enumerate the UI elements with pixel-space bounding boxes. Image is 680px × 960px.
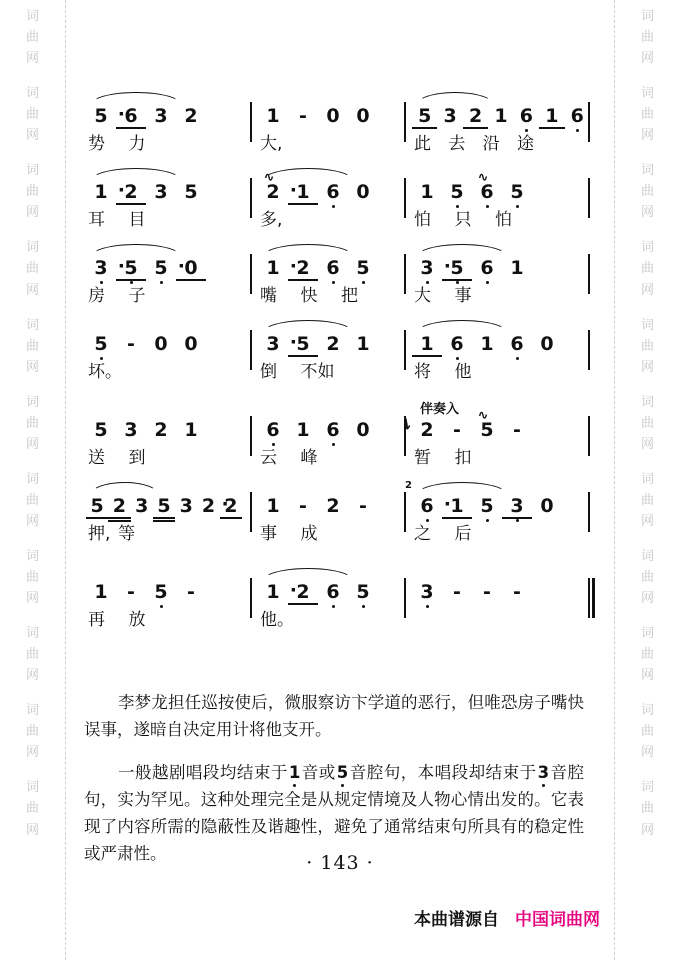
note-number: 6 [502,334,532,354]
mordent-icon: ∿ [478,170,488,184]
score-measure [412,172,602,248]
watermark-mark: 词 曲 网 [640,9,654,67]
rest-note: 0 [356,419,370,441]
note-group [412,258,532,278]
accompaniment-cue: 伴奏入 [420,402,460,417]
barline [250,178,252,218]
note-number: 1 [442,496,472,516]
lyric-syllable: 力 [128,134,146,154]
watermark-mark: 词 曲 网 [25,394,39,452]
score-measure [86,486,254,562]
note-number: 2 [288,582,318,602]
note-number: 6 [472,258,502,278]
lyric-syllable: 成 [300,524,318,544]
note-number: 1 [510,257,524,279]
note-number: 5 [146,582,176,602]
watermark-mark: 词 曲 网 [25,317,39,375]
lyric-syllable: 事 [454,286,472,306]
note-number: 1 [288,182,318,202]
lyric-syllable: 等 [118,524,136,544]
note-number: 5 [502,182,532,202]
score-measure [86,172,254,248]
score-system [86,572,594,648]
note-number: 1 [412,334,442,354]
lyric-syllable: 快 [300,286,318,306]
lyric-syllable: 到 [128,448,146,468]
lyric-syllable: 暂 [414,448,431,468]
rest-note: 0 [176,258,206,278]
watermark-mark: 词 曲 网 [640,703,654,761]
analysis-text-2: 音或 [301,762,336,782]
barline [404,330,406,370]
final-barline [588,578,590,618]
watermark-mark: 词 曲 网 [25,9,39,67]
lyric-syllable: 多, [260,210,283,230]
lyric-syllable: 房 [88,286,105,306]
note-group [412,334,562,354]
barline [588,254,590,294]
watermark-mark: 词 曲 网 [640,394,654,452]
watermark-mark: 词 曲 网 [25,703,39,761]
note-group [86,496,242,516]
note-number: 5 [86,496,108,516]
watermark-mark: 词 曲 网 [25,240,39,298]
note-number: 5 [288,334,318,354]
lyric-syllable: 云 [260,448,277,468]
note-number: 5 [348,258,378,278]
lyric-syllable: 放 [128,610,146,630]
lyric-syllable: 他 [454,362,472,382]
barline [404,178,406,218]
footer-site-name[interactable]: 中国词曲网 [515,910,600,930]
note-number: 5 [348,582,378,602]
barline [404,254,406,294]
sustain-dash: - [299,105,307,127]
watermark-mark: 词 曲 网 [640,163,654,221]
lyric-syllable: 大, [260,134,283,154]
note-number: 1 · [258,258,288,278]
note-number: 2 [326,333,340,355]
lyric-syllable: 势 [88,134,105,154]
score-measure [258,96,408,172]
analysis-text-4: 音腔句，实为罕见。这种处理完全是从规定情境及人物心情出发的。它表现了内容所需的隐蔽性及谐趣性，避免了通常结束句所具有的稳定性或严肃性。 [84,762,585,863]
note-number: 1 [539,106,564,126]
watermark-mark: 词 曲 网 [25,163,39,221]
lyric-syllable: 沿 [482,134,500,154]
score-system [86,96,594,172]
note-number: 3 · [412,258,442,278]
note-number: 2 [326,495,340,517]
note-group [258,106,378,126]
note-group [412,106,590,126]
note-group [258,420,378,440]
paragraph-synopsis: 李梦龙担任巡按使后，微服察访卞学道的恶行，但唯恐房子嘴快误事，遂暗自决定用计将他支开。 [84,692,584,739]
score-measure [405,480,602,562]
note-group [86,182,206,202]
note-number: 6 [318,258,348,278]
watermark-mark: 词 曲 网 [640,471,654,529]
page-content [66,0,614,960]
lyric-syllable: 将 [414,362,431,382]
note-group [86,420,206,440]
score-system [86,248,594,324]
lyric-syllable: 去 [448,134,466,154]
score-measure [258,248,408,324]
barline [250,492,252,532]
note-number: 6 [116,106,146,126]
page-number: · 143 · [306,852,374,874]
note-group [412,170,532,203]
note-group [258,334,378,354]
barline [250,102,252,142]
note-number: 3 · [258,334,288,354]
note-number: 5 · [146,258,176,278]
lyric-syllable: 怕 [414,210,431,230]
mordent-icon: ∿ [264,170,274,184]
score-measure [86,410,254,486]
note-number: 5 [94,419,108,441]
lyric-syllable: 不如 [300,362,335,382]
note-number: 2 [116,182,146,202]
slur-arc [90,92,182,105]
sustain-dash: - [483,581,491,603]
note-number: 6 [565,106,590,126]
lyric-syllable: 只 [454,210,472,230]
sustain-dash: - [513,419,521,441]
note-number: 2 [154,419,168,441]
cue-arrow-icon: ↘ [395,413,417,435]
lyric-syllable: 耳 [88,210,105,230]
note-number: 1 [266,105,280,127]
paragraph-analysis [84,759,584,867]
note-number: 2 ↘ [395,413,434,441]
note-number: 6 [514,106,539,126]
watermark-mark: 词 曲 网 [25,86,39,144]
mordent-icon: ∿ [478,408,488,422]
lyric-syllable: 倒 [260,362,277,382]
note-number: 5 [472,496,502,516]
footer-attribution [414,905,600,930]
rest-note: 0 [540,333,554,355]
score-measure [258,572,408,648]
barline [250,578,252,618]
sustain-dash: - [127,581,135,603]
note-number: 3 [135,495,149,517]
score-measure [412,248,602,324]
score-measure [86,96,254,172]
sustain-dash: - [453,419,461,441]
barline [250,254,252,294]
rest-note: 0 [356,105,370,127]
slur-arc [416,92,494,105]
barline [404,578,406,618]
sustain-dash: - [187,581,195,603]
note-number: 6 [318,582,348,602]
barline [404,492,406,532]
rest-note: 0 [154,333,168,355]
watermark-mark: 词 曲 网 [640,626,654,684]
note-number: 6 2 · [412,496,442,516]
note-number: 1 [184,419,198,441]
score-system [86,480,594,572]
sustain-dash: - [359,495,367,517]
note-number: 3 · [86,258,116,278]
jianpu-score [86,96,594,648]
grace-note: 2 [405,480,412,491]
rest-note: 0 [356,181,370,203]
analysis-text-1: 一般越剧唱段均结束于 [118,762,288,782]
note-group [405,480,562,517]
note-number: 2 [463,106,488,126]
note-group [258,258,378,278]
lyric-syllable: 后 [454,524,472,544]
barline [588,416,590,456]
barline [588,102,590,142]
lyric-syllable: 坏。 [88,362,122,382]
note-number: 2 [108,496,130,516]
score-measure [86,248,254,324]
commentary-section [84,672,584,869]
note-number: 5 [442,258,472,278]
lyric-syllable: 把 [341,286,358,306]
note-number: 2 ∿ · [258,182,288,202]
note-number: 6 [258,420,288,440]
lyric-syllable: 嘴 [260,286,277,306]
note-number: 1 · [86,182,116,202]
lyric-syllable: 他。 [260,610,294,630]
lyric-syllable: 之 [414,524,431,544]
note-number: 1 · [258,582,288,602]
score-measure [258,486,408,562]
note-number: 3 [412,582,442,602]
lyric-syllable: 送 [88,448,105,468]
note-number: 5 [153,496,175,516]
note-number: 5 [184,181,198,203]
sustain-dash: - [453,581,461,603]
watermark-column-right [614,0,680,960]
lyric-syllable: 事 [260,524,277,544]
watermark-mark: 词 曲 网 [640,240,654,298]
score-measure [412,324,602,400]
score-system [86,402,594,486]
analysis-note-1: 1 [288,762,301,782]
lyric-syllable: 怕 [495,210,512,230]
rest-note: 0 [184,333,198,355]
barline [250,330,252,370]
watermark-mark: 词 曲 网 [25,780,39,838]
note-number: 1 [420,181,434,203]
barline [588,492,590,532]
lyric-syllable: 峰 [300,448,318,468]
note-group [258,582,378,602]
score-measure [412,96,602,172]
lyric-syllable: 扣 [454,448,472,468]
lyric-syllable: 押, [88,524,111,544]
note-group [86,106,206,126]
barline [250,416,252,456]
sustain-dash: - [513,581,521,603]
note-number: 3 [124,419,138,441]
score-system [86,172,594,248]
note-group [86,582,206,602]
sustain-dash: - [127,333,135,355]
barline [404,102,406,142]
note-number: 5 [86,334,116,354]
note-group [258,496,378,516]
note-number: 6 [318,420,348,440]
watermark-mark: 词 曲 网 [640,86,654,144]
score-measure [86,572,254,648]
score-system [86,324,594,410]
lyric-syllable: 大 [414,286,431,306]
note-number: 2 [184,105,198,127]
note-number: 6 ∿ [472,182,502,202]
rest-note: 0 [540,495,554,517]
note-number: 3 [154,105,168,127]
score-measure [258,172,408,248]
analysis-note-3: 3 [537,762,550,782]
watermark-mark: 词 曲 网 [640,317,654,375]
note-number: 3 [443,105,457,127]
note-number: 1 [296,419,310,441]
barline [588,178,590,218]
lyric-syllable: 途 [516,134,534,154]
watermark-column-left [0,0,66,960]
lyric-syllable: 再 [88,610,105,630]
analysis-note-2: 5 [336,762,349,782]
note-group [412,582,532,602]
lyric-syllable: 目 [128,210,146,230]
note-number: 6 [318,182,348,202]
note-number: 2 · [197,496,219,516]
note-group [86,334,206,354]
barline [588,330,590,370]
note-number: 2 [220,496,242,516]
score-measure [86,324,254,400]
score-measure [412,572,602,648]
lyric-syllable: 子 [128,286,146,306]
note-number: 1 [494,105,508,127]
note-number: 1 [266,495,280,517]
watermark-mark: 词 曲 网 [25,626,39,684]
note-number: 5 [442,182,472,202]
note-number: 3 [154,181,168,203]
note-number: 2 [288,258,318,278]
watermark-mark: 词 曲 网 [25,548,39,607]
watermark-mark: 词 曲 网 [640,780,654,838]
lyric-syllable: 此 [414,134,431,154]
footer-source-label: 本曲谱源自 [414,910,499,930]
note-number: 3 [502,496,532,516]
note-number: 1 [94,581,108,603]
rest-note: 0 [326,105,340,127]
note-group [258,170,378,203]
note-number: 1 [480,333,494,355]
watermark-mark: 词 曲 网 [25,471,39,529]
note-number: 1 [356,333,370,355]
note-number: 5 [412,106,437,126]
note-number: 5 · [86,106,116,126]
score-measure [258,324,408,400]
note-group [86,258,206,278]
note-number: 5 ∿ [472,420,502,440]
analysis-text-3: 音腔句，本唱段却结束于 [349,762,537,782]
score-measure [258,410,408,486]
note-number: 5 [116,258,146,278]
note-number: 3 [179,495,193,517]
note-number: 6 [442,334,472,354]
sustain-dash: - [299,495,307,517]
watermark-mark: 词 曲 网 [640,548,654,607]
